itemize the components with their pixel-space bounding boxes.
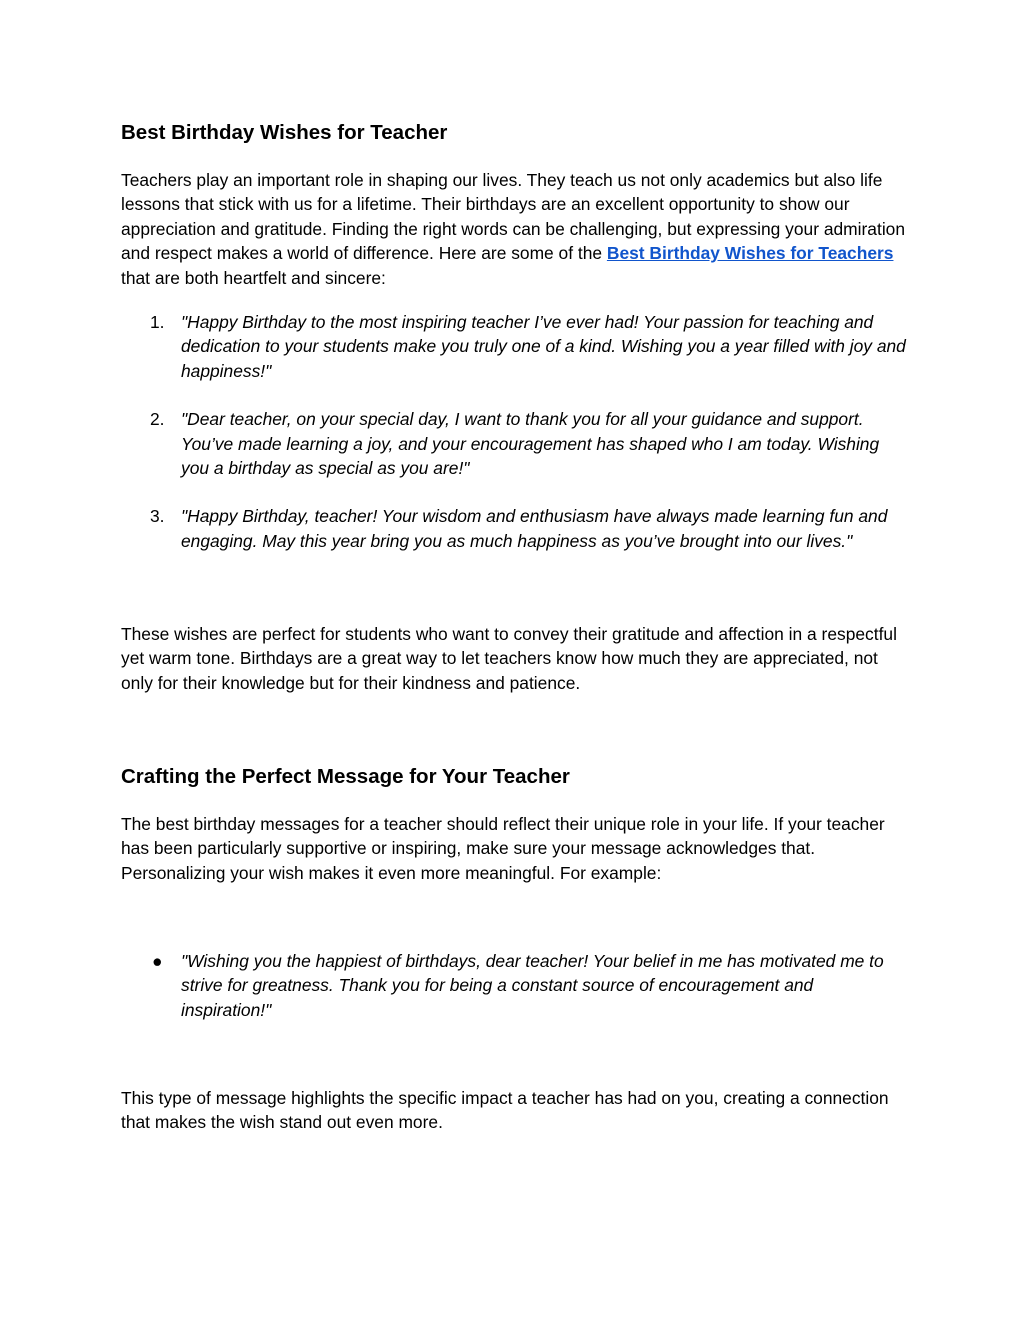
wish-text: "Happy Birthday to the most inspiring teacher I’ve ever had! Your passion for teaching and dedication to your students make you truly one of a kind. Wishing you a year filled with joy and happiness!" (181, 312, 906, 381)
section-title-best-birthday-wishes: Best Birthday Wishes for Teacher (121, 121, 448, 144)
wish-text: "Happy Birthday, teacher! Your wisdom and enthusiasm have always made learning fun and engaging. May this year bring you as much happiness as you’ve brought into our lives." (181, 506, 888, 551)
list-number: 3. (150, 506, 165, 527)
list-number: 1. (150, 312, 165, 332)
best-birthday-wishes-link[interactable]: Best Birthday Wishes for Teachers (606, 243, 894, 264)
list-item (121, 949, 906, 1022)
intro-text: Teachers play an important role in shaping our lives. They teach us not only academics but also life lessons that stick with us for a lifetime. Their birthdays are an excellent opportunity to show our appreciation and gratitude. Finding the right words can be challenging, but expressing your admiration and respect makes a world of difference. Here are some of the (121, 170, 906, 264)
list-number: 2. (150, 409, 165, 430)
intro-after-link-text: that are both heartfelt and sincere: (121, 267, 386, 288)
example-bullet-list (121, 949, 906, 1022)
example-wish-text: "Wishing you the happiest of birthdays, dear teacher! Your belief in me has motivated me to strive for greatness. Thank you for being a constant source of encouragement and inspiration!" (181, 951, 884, 1020)
wishes-numbered-list (121, 310, 906, 553)
list-item (121, 504, 906, 553)
section-title-crafting-message: Crafting the Perfect Message for Your Teacher (121, 765, 570, 788)
crafting-closing-paragraph: This type of message highlights the specific impact a teacher has had on you, creating a connection that makes the wish stand out even more. (121, 1088, 889, 1133)
wishes-closing-paragraph: These wishes are perfect for students who want to convey their gratitude and affection in a respectful yet warm tone. Birthdays are a great way to let teachers know how much they are appreciated, not only for their knowledge but for their kindness and patience. (121, 624, 897, 693)
wish-text: "Dear teacher, on your special day, I want to thank you for all your guidance and support. You’ve made learning a joy, and your encouragement has shaped who I am today. Wishing you a birthday as special as you are!" (181, 409, 880, 479)
crafting-intro-paragraph: The best birthday messages for a teacher should reflect their unique role in your life. If your teacher has been particularly supportive or inspiring, make sure your message acknowledges that. Personalizing your wish makes it even more meaningful. For example: (121, 814, 885, 883)
list-item (121, 310, 906, 383)
bullet-icon: ● (152, 951, 163, 971)
intro-paragraph (121, 168, 911, 290)
list-item (121, 407, 906, 480)
